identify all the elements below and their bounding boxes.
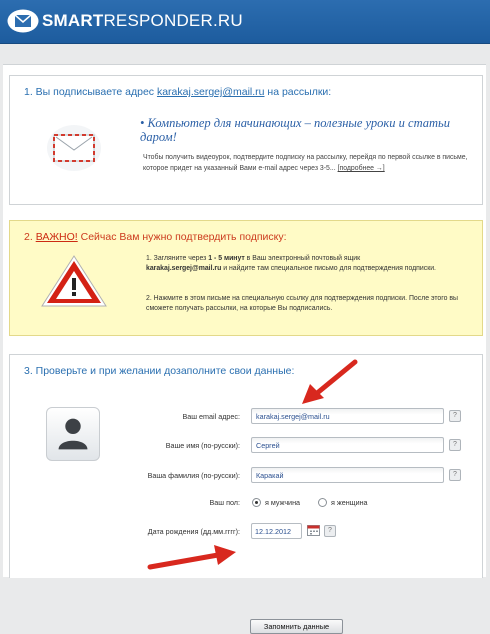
red-arrow-icon bbox=[146, 543, 238, 573]
subscription-title: 1. Вы подписываете адрес karakaj.sergej@mail.ru на рассылки: bbox=[24, 86, 332, 98]
gender-male-radio[interactable] bbox=[252, 498, 261, 507]
subscription-section bbox=[9, 75, 483, 205]
more-link[interactable]: [подробнее →] bbox=[337, 165, 385, 172]
confirm-step-1: 1. Загляните через 1 - 5 минут в Ваш электронный почтовый ящик karakaj.sergej@mail.ru и найдите там специальное письмо для подтверждения подписки. bbox=[146, 255, 436, 272]
gender-female-label[interactable]: я женщина bbox=[331, 498, 368, 507]
surname-help-icon[interactable]: ? bbox=[449, 469, 461, 481]
envelope-icon bbox=[46, 124, 102, 172]
calendar-icon[interactable] bbox=[307, 524, 320, 536]
name-field[interactable]: Сергей bbox=[251, 437, 444, 453]
birthdate-help-icon[interactable]: ? bbox=[324, 525, 336, 537]
warning-icon bbox=[40, 254, 108, 308]
surname-label: Ваша фамилия (по-русски): bbox=[147, 471, 240, 480]
subscriber-email-link[interactable]: karakaj.sergej@mail.ru bbox=[156, 86, 265, 98]
course-title: • Компьютер для начинающих – полезные уроки и статьи даром! bbox=[140, 116, 450, 144]
profile-title: 3. Проверьте и при желании дозаполните свои данные: bbox=[24, 365, 295, 377]
gender-male-label[interactable]: я мужчина bbox=[265, 498, 301, 507]
confirmation-title: 2. ВАЖНО! Сейчас Вам нужно подтвердить подписку: bbox=[24, 231, 287, 243]
important-label: ВАЖНО! bbox=[35, 231, 78, 243]
logo-envelope-icon bbox=[7, 9, 39, 33]
logo-text[interactable]: SMARTRESPONDER.RU bbox=[42, 11, 243, 30]
surname-field[interactable]: Каракай bbox=[251, 467, 444, 483]
profile-section bbox=[9, 354, 483, 631]
confirm-step-2: 2. Нажмите в этом письме на специальную ссылку для подтверждения подписки. После этого вы сможете получать рассылки, на которые Вы подписались. bbox=[146, 295, 458, 312]
name-label: Ваше имя (по-русски): bbox=[165, 441, 240, 450]
course-description: Чтобы получить видеоурок, подтвердите подписку на рассылку, перейдя по первой ссылке в письме, которое придет на указанный Вами e-mail адрес через 3-5... [подробнее →] bbox=[143, 154, 468, 172]
confirmation-section bbox=[9, 220, 483, 336]
email-label: Ваш email адрес: bbox=[182, 412, 240, 421]
birthdate-field[interactable]: 12.12.2012 bbox=[251, 523, 302, 539]
email-help-icon[interactable]: ? bbox=[449, 410, 461, 422]
red-arrow-icon bbox=[300, 358, 360, 406]
gender-female-radio[interactable] bbox=[318, 498, 327, 507]
name-help-icon[interactable]: ? bbox=[449, 439, 461, 451]
site-header bbox=[0, 0, 490, 44]
email-field[interactable]: karakaj.sergej@mail.ru bbox=[251, 408, 444, 424]
gender-label: Ваш пол: bbox=[209, 498, 240, 507]
birthdate-label: Дата рождения (дд.мм.гггг): bbox=[147, 527, 240, 536]
page-content bbox=[3, 64, 486, 631]
save-data-button[interactable]: Запомнить данные bbox=[250, 619, 343, 634]
